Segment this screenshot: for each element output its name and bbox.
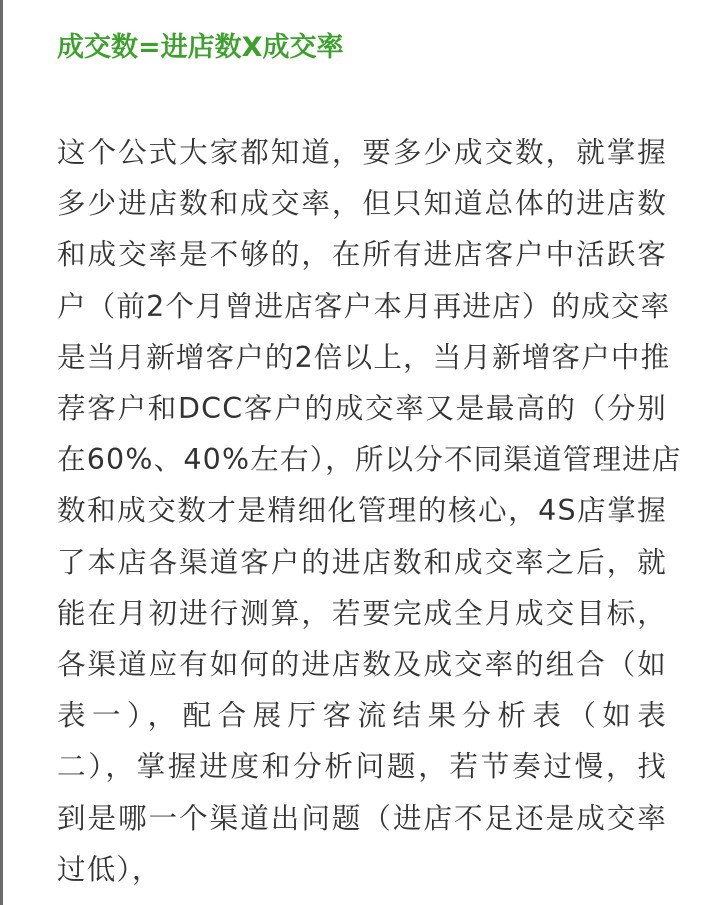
paragraph-line: 多少进店数和成交率，但只知道总体的进店数: [57, 187, 667, 221]
paragraph-line: 是当月新增客户的2倍以上，当月新增客户中推: [57, 340, 671, 374]
paragraph-line: 荐客户和DCC客户的成交率又是最高的（分别: [57, 392, 667, 426]
paragraph-line: 这个公式大家都知道，要多少成交数，就掌握: [57, 136, 667, 169]
paragraph-line: 户（前2个月曾进店客户本月再进店）的成交率: [57, 289, 671, 323]
paragraph-line: 表一），配合展厅客流结果分析表（如表: [57, 699, 667, 733]
section-heading: 成交数=进店数X成交率: [57, 32, 344, 63]
paragraph-line: 能在月初进行测算，若要完成全月成交目标，: [57, 596, 667, 630]
paragraph-line: 到是哪一个渠道出问题（进店不足还是成交率: [57, 801, 667, 835]
paragraph-line: 和成交率是不够的，在所有进店客户中活跃客: [57, 238, 667, 272]
page-left-border: [0, 0, 3, 905]
article-body: [57, 28, 682, 895]
paragraph-line: 数和成交数才是精细化管理的核心，4S店掌握: [57, 494, 667, 528]
body-paragraph: [57, 127, 682, 895]
paragraph-line: 二），掌握进度和分析问题，若节奏过慢，找: [57, 750, 667, 784]
paragraph-line: 各渠道应有如何的进店数及成交率的组合（如: [57, 648, 667, 682]
paragraph-line-last: 过低），: [57, 852, 162, 886]
paragraph-line: 了本店各渠道客户的进店数和成交率之后，就: [57, 545, 667, 579]
paragraph-line: 在60%、40%左右），所以分不同渠道管理进店: [57, 443, 682, 477]
